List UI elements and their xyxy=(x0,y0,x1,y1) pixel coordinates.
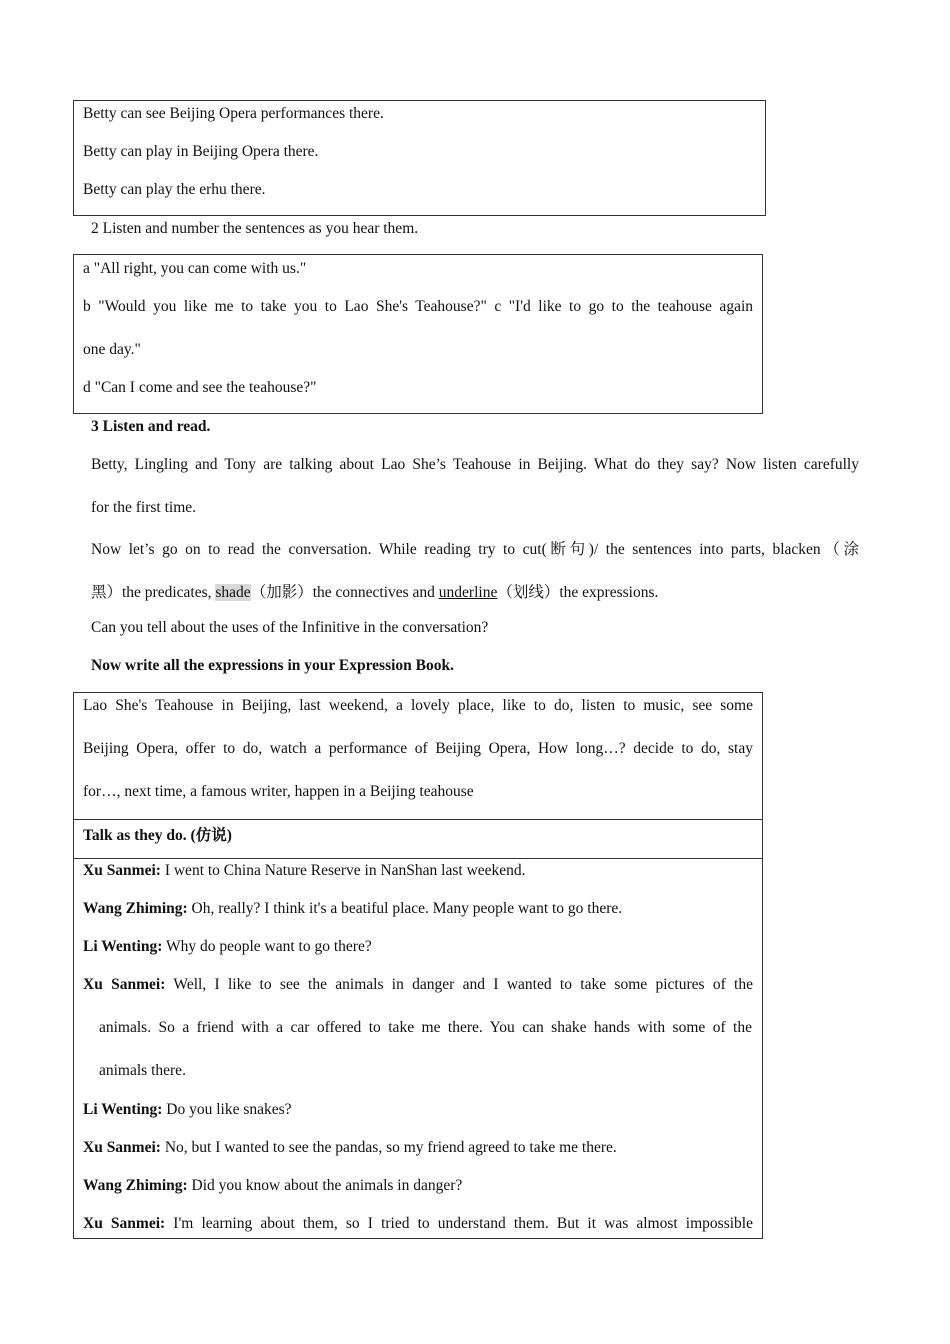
section-3-para-3: Can you tell about the uses of the Infinitive in the conversation? xyxy=(91,619,489,636)
section-3-para-2: Now let’s go on to read the conversation. While reading try to cut(断句)/ the sentences into parts, blacken（涂 xyxy=(91,541,859,558)
para-2-text-a: 黑）the predicates, xyxy=(91,584,216,601)
dialogue-line xyxy=(83,1101,292,1119)
expressions-line-2: Beijing Opera, offer to do, watch a performance of Beijing Opera, How long…? decide to do, stay xyxy=(83,740,753,757)
utterance: animals there. xyxy=(99,1062,186,1079)
dialogue-line xyxy=(83,1139,617,1157)
talk-title: Talk as they do. (仿说) xyxy=(83,827,232,844)
utterance: Do you like snakes? xyxy=(162,1101,292,1118)
dialogue-line xyxy=(83,900,622,918)
dialogue-line xyxy=(83,862,526,880)
section-2-title: 2 Listen and number the sentences as you hear them. xyxy=(91,220,419,237)
speaker: Xu Sanmei: xyxy=(83,1139,161,1156)
shade-word: shade xyxy=(215,584,251,601)
section-3-para-1: Betty, Lingling and Tony are talking about Lao She’s Teahouse in Beijing. What do they say? Now listen carefully xyxy=(91,456,859,473)
para-2-text-c: （划线）the expressions. xyxy=(497,584,659,601)
sentence-b-c: b "Would you like me to take you to Lao She's Teahouse?" c "I'd like to go to the teahouse again xyxy=(83,298,753,315)
expressions-box xyxy=(73,692,763,1239)
utterance: I went to China Nature Reserve in NanShan last weekend. xyxy=(160,862,526,879)
section-3-title: 3 Listen and read. xyxy=(91,418,211,435)
statement-3: Betty can play the erhu there. xyxy=(83,181,266,198)
sentence-a: a "All right, you can come with us." xyxy=(83,260,307,277)
utterance: Did you know about the animals in danger? xyxy=(187,1177,463,1194)
utterance: animals. So a friend with a car offered to take me there. You can shake hands with some of the xyxy=(99,1019,752,1036)
dialogue-line xyxy=(99,1019,752,1037)
section-3-para-2-cont xyxy=(91,580,658,602)
expressions-line-1: Lao She's Teahouse in Beijing, last weekend, a lovely place, like to do, listen to music, see some xyxy=(83,697,753,714)
dialogue-line xyxy=(83,1177,462,1195)
speaker: Xu Sanmei: xyxy=(83,862,161,879)
statement-box xyxy=(73,100,766,216)
expressions-line-3: for…, next time, a famous writer, happen in a Beijing teahouse xyxy=(83,783,474,800)
underline-word: underline xyxy=(438,584,498,601)
dialogue-line xyxy=(99,1062,186,1080)
utterance: Well, I like to see the animals in danger and I wanted to take some pictures of the xyxy=(165,976,753,993)
speaker: Li Wenting: xyxy=(83,1101,163,1118)
divider-2 xyxy=(74,858,762,859)
speaker: Xu Sanmei: xyxy=(83,976,166,993)
utterance: Why do people want to go there? xyxy=(162,938,372,955)
section-3-para-1-cont: for the first time. xyxy=(91,499,197,516)
speaker: Xu Sanmei: xyxy=(83,1215,166,1232)
divider-1 xyxy=(74,819,762,820)
utterance: No, but I wanted to see the pandas, so my friend agreed to take me there. xyxy=(160,1139,617,1156)
speaker: Li Wenting: xyxy=(83,938,163,955)
dialogue-line xyxy=(83,1215,753,1233)
statement-1: Betty can see Beijing Opera performances there. xyxy=(83,105,384,122)
section-3-para-4: Now write all the expressions in your Expression Book. xyxy=(91,657,454,674)
sentence-d: d "Can I come and see the teahouse?" xyxy=(83,379,317,396)
para-2-text-b: （加影）the connectives and xyxy=(250,584,439,601)
sentence-c-cont: one day." xyxy=(83,341,141,358)
statement-2: Betty can play in Beijing Opera there. xyxy=(83,143,319,160)
utterance: I'm learning about them, so I tried to understand them. But it was almost impossible xyxy=(165,1215,753,1232)
sentences-box xyxy=(73,254,763,414)
utterance: Oh, really? I think it's a beatiful place. Many people want to go there. xyxy=(187,900,623,917)
speaker: Wang Zhiming: xyxy=(83,900,188,917)
dialogue-line xyxy=(83,976,753,994)
dialogue-line xyxy=(83,938,372,956)
speaker: Wang Zhiming: xyxy=(83,1177,188,1194)
